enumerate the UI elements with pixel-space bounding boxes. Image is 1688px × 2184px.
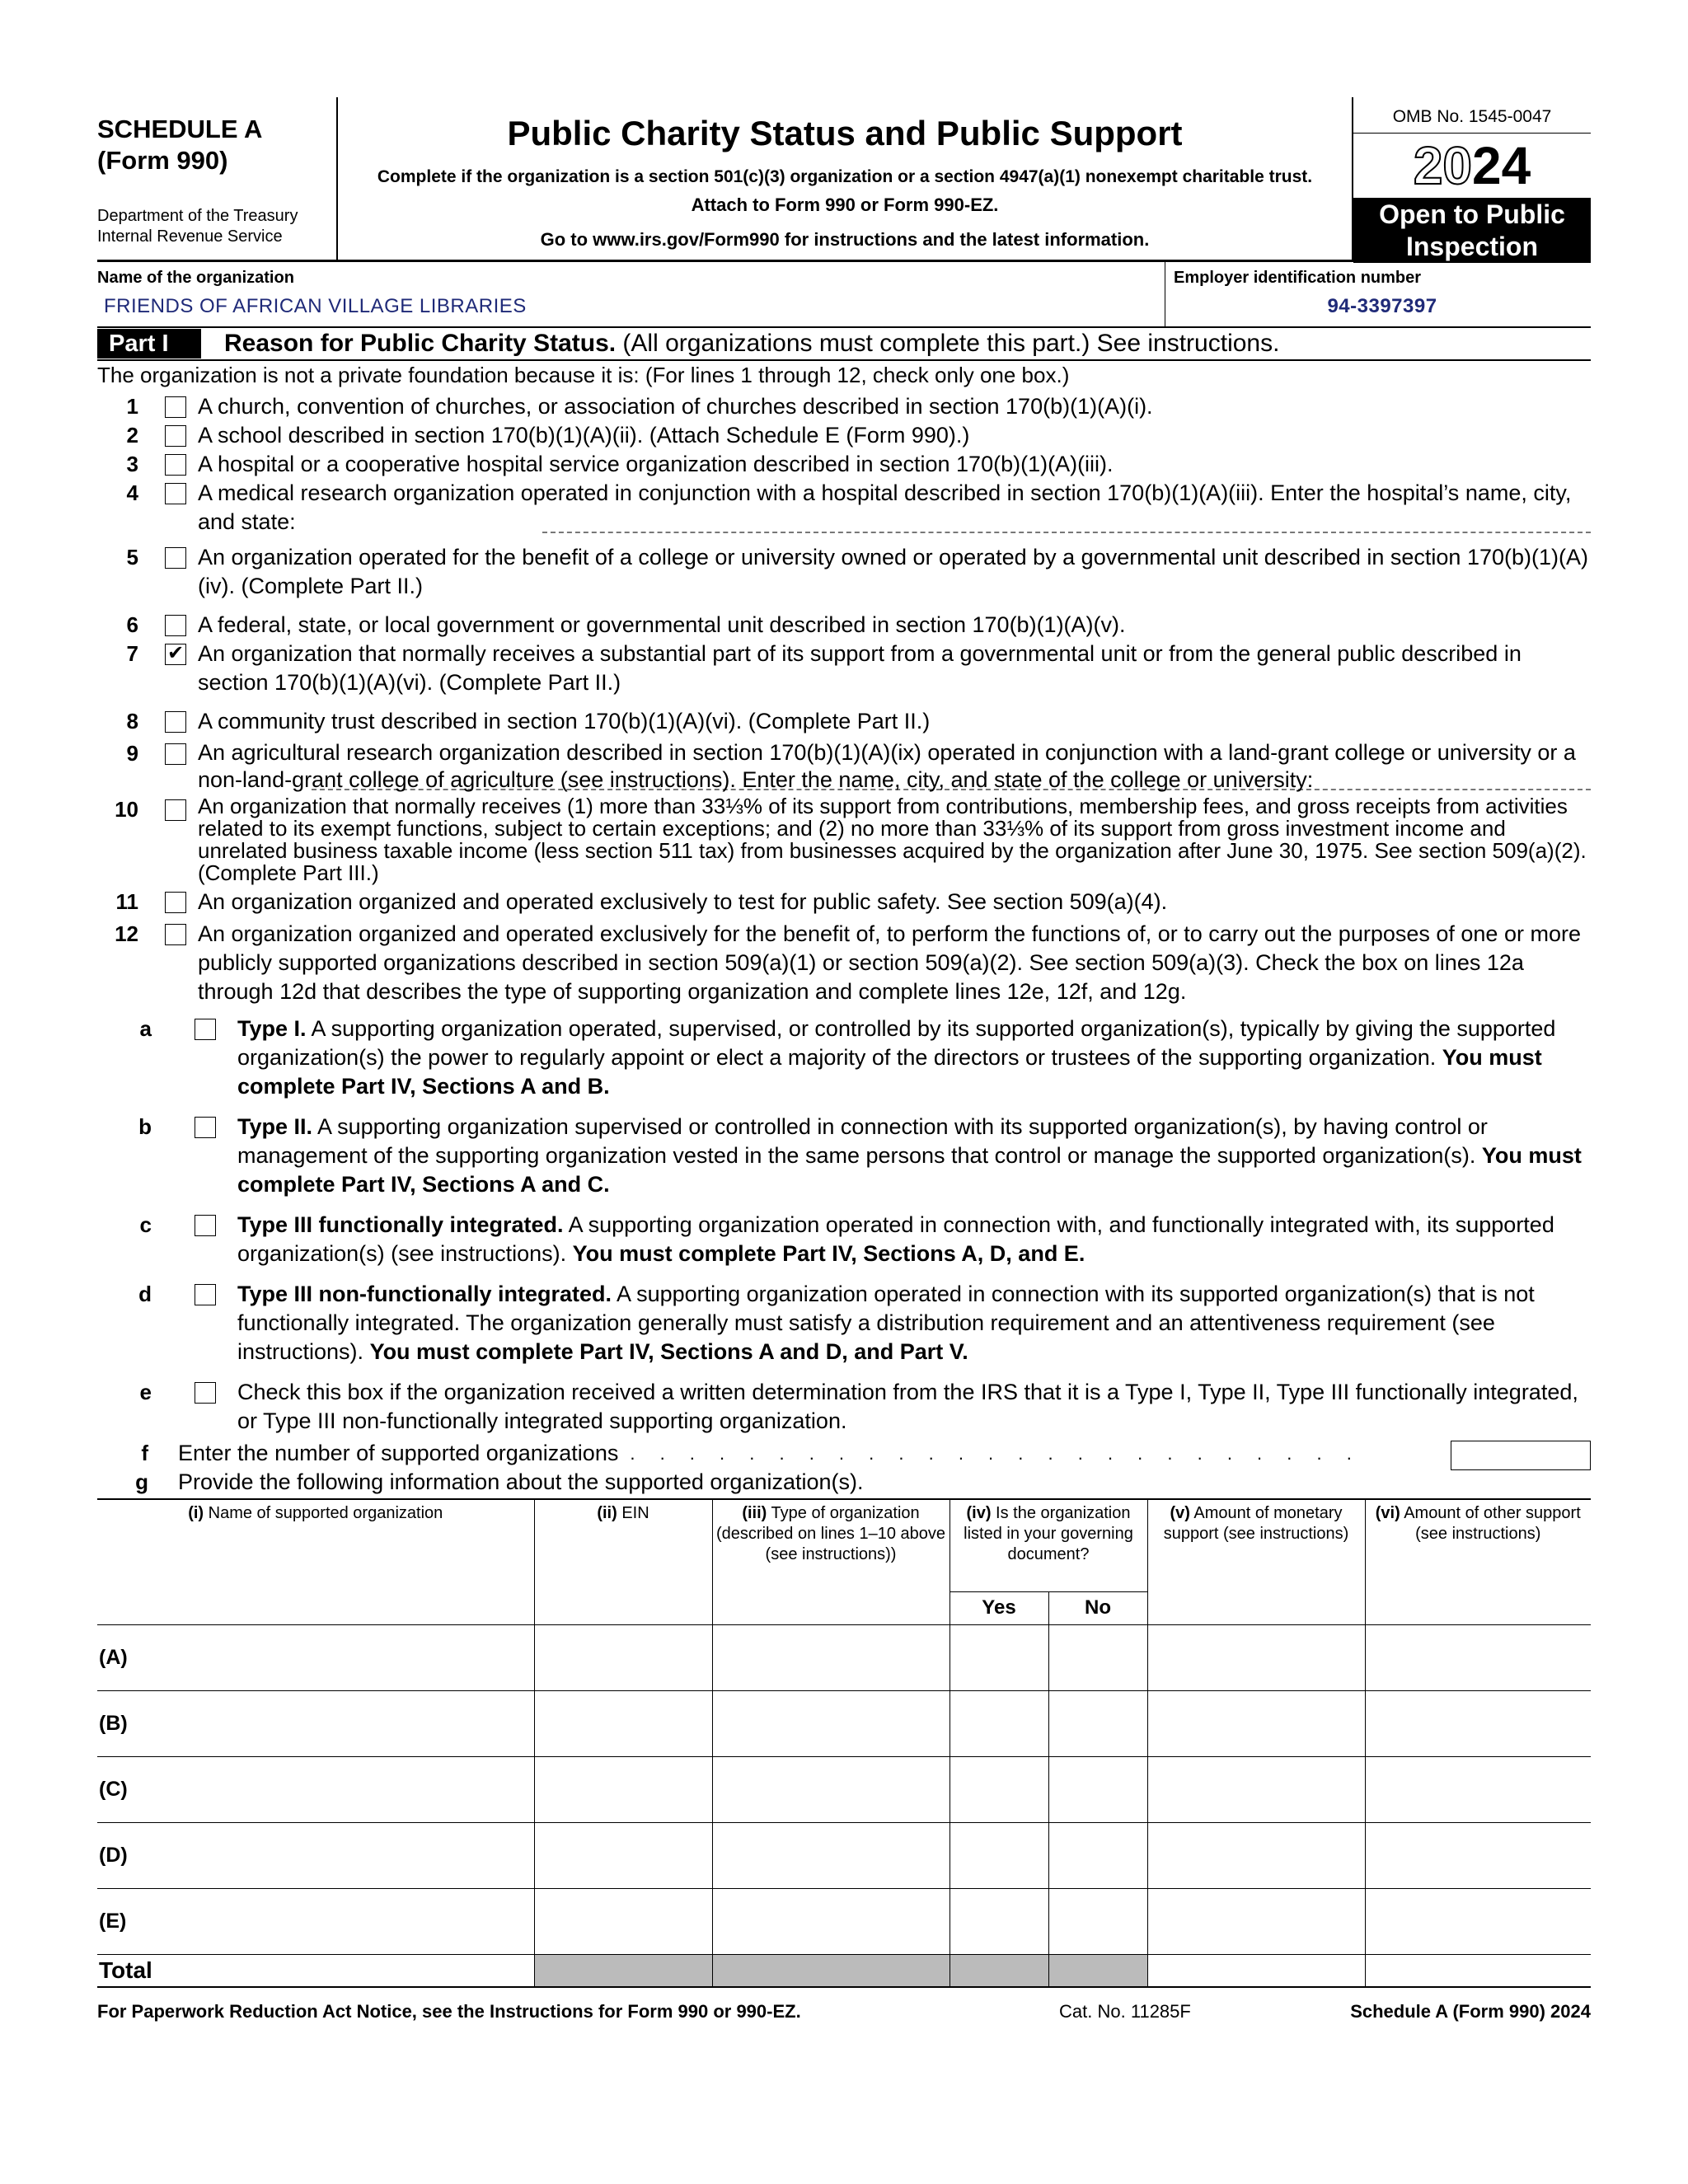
- col-other-num: (vi): [1375, 1504, 1400, 1522]
- supported-organizations-table: [97, 1498, 1591, 1988]
- table-cell[interactable]: [712, 1822, 950, 1888]
- department-line2: Internal Revenue Service: [97, 227, 283, 246]
- line-8: [97, 707, 1591, 736]
- col-yes-header: Yes: [950, 1591, 1048, 1624]
- form-title-block: [338, 97, 1352, 260]
- total-monetary-cell[interactable]: [1147, 1954, 1365, 1987]
- table-cell[interactable]: [950, 1624, 1048, 1690]
- table-cell[interactable]: [1147, 1624, 1365, 1690]
- omb-number: OMB No. 1545-0047: [1353, 97, 1591, 134]
- table-cell[interactable]: [1365, 1888, 1591, 1954]
- table-cell[interactable]: [950, 1888, 1048, 1954]
- line-8-checkbox[interactable]: [165, 711, 186, 733]
- line-12f-leader: . . . . . . . . . . . . . . . . . . . . . . . . .: [630, 1443, 1362, 1464]
- row-label[interactable]: (D): [97, 1822, 534, 1888]
- line-2-text: A school described in section 170(b)(1)(A)(ii). (Attach Schedule E (Form 990).): [198, 423, 970, 448]
- row-label[interactable]: (B): [97, 1690, 534, 1756]
- line-4-text: A medical research organization operated in conjunction with a hospital described in section 170(b)(1)(A)(iii). Enter the hospital’s name, city, and state:: [198, 480, 1572, 534]
- line-12d-text: [97, 1280, 1591, 1366]
- line-12e-text: Check this box if the organization received a written determination from the IRS that it is a Type I, Type II, Type III functionally integrated, or Type III non-functionally integrated supporting organization.: [237, 1380, 1578, 1433]
- col-listed-text: Is the organization listed in your governing document?: [964, 1504, 1133, 1563]
- table-row: [97, 1624, 1591, 1690]
- part-1-heading: [97, 328, 1591, 361]
- line-1: [97, 392, 1591, 421]
- line-letter: b: [138, 1114, 152, 1139]
- line-12f-text: Enter the number of supported organizations: [178, 1441, 619, 1465]
- part-1-title-bold: Reason for Public Charity Status.: [224, 330, 617, 357]
- part-1-title-rest: (All organizations must complete this part.) See instructions.: [616, 330, 1280, 357]
- table-cell[interactable]: [1365, 1822, 1591, 1888]
- line-3: [97, 450, 1591, 479]
- table-cell[interactable]: [950, 1690, 1048, 1756]
- line-11-checkbox[interactable]: [165, 892, 186, 913]
- line-12b-instruction: You must complete Part IV, Sections A and C.: [237, 1143, 1582, 1197]
- table-cell[interactable]: [1147, 1888, 1365, 1954]
- catalog-number: Cat. No. 11285F: [1059, 2001, 1191, 2022]
- line-12c-text: [97, 1211, 1591, 1268]
- col-name-header: [97, 1499, 534, 1624]
- table-cell[interactable]: [712, 1756, 950, 1822]
- line-number: 1: [126, 394, 138, 419]
- row-label[interactable]: (C): [97, 1756, 534, 1822]
- line-12c-checkbox[interactable]: [195, 1215, 216, 1236]
- line-6: [97, 611, 1591, 640]
- col-type-num: (iii): [742, 1504, 767, 1522]
- shaded-cell: [950, 1954, 1048, 1987]
- table-cell[interactable]: [950, 1756, 1048, 1822]
- table-cell[interactable]: [534, 1888, 712, 1954]
- tax-year-bold: 24: [1472, 136, 1531, 195]
- line-12c-bold: Type III functionally integrated.: [237, 1212, 564, 1237]
- table-row: [97, 1888, 1591, 1954]
- table-row: [97, 1822, 1591, 1888]
- organization-name-value[interactable]: FRIENDS OF AFRICAN VILLAGE LIBRARIES: [104, 295, 527, 317]
- line-number: 4: [126, 480, 138, 505]
- line-12b: [97, 1113, 1591, 1199]
- shaded-cell: [534, 1954, 712, 1987]
- line-12g: [97, 1468, 1591, 1497]
- line-12c-instruction: You must complete Part IV, Sections A, D, and E.: [572, 1241, 1085, 1266]
- col-listed-header: [950, 1499, 1147, 1591]
- table-cell[interactable]: [534, 1822, 712, 1888]
- form-header: [97, 97, 1591, 262]
- total-other-cell[interactable]: [1365, 1954, 1591, 1987]
- table-cell[interactable]: [712, 1888, 950, 1954]
- line-7: [97, 640, 1591, 697]
- form-title: Public Charity Status and Public Support: [507, 114, 1183, 152]
- line-4-entry[interactable]: [542, 532, 1591, 533]
- table-cell[interactable]: [712, 1624, 950, 1690]
- tax-year: [1353, 134, 1591, 198]
- ein-label: Employer identification number: [1174, 269, 1422, 287]
- ein-cell: [1165, 262, 1591, 326]
- table-cell[interactable]: [1365, 1756, 1591, 1822]
- line-12a-body: A supporting organization operated, supervised, or controlled by its supported organization(s), typically by giving the supported organization(s) the power to regularly appoint or elect a majority of the directors or trustees of the supporting organization.: [237, 1016, 1556, 1070]
- line-7-checkbox[interactable]: ✔: [165, 644, 186, 665]
- table-cell[interactable]: [1365, 1624, 1591, 1690]
- line-4-checkbox[interactable]: [165, 483, 186, 504]
- line-number: 10: [115, 797, 138, 822]
- col-ein-header: [534, 1499, 712, 1624]
- part-1-title: [201, 329, 1279, 359]
- open-line1: Open to Public: [1379, 199, 1565, 229]
- table-cell[interactable]: [1365, 1690, 1591, 1756]
- table-cell[interactable]: [534, 1756, 712, 1822]
- line-12b-bold: Type II.: [237, 1114, 313, 1139]
- line-number: 5: [126, 545, 138, 569]
- line-4: [97, 479, 1591, 533]
- line-number: 11: [115, 889, 138, 914]
- total-label: Total: [97, 1954, 534, 1987]
- line-number: 8: [126, 709, 138, 733]
- line-12a-bold: Type I.: [237, 1016, 307, 1041]
- line-12c-body: A supporting organization operated in connection with, and functionally integrated with, its supported organization(s) (see instructions).: [237, 1212, 1554, 1266]
- total-row: [97, 1954, 1591, 1987]
- line-12b-checkbox[interactable]: [195, 1117, 216, 1138]
- line-letter: c: [139, 1212, 152, 1237]
- line-12d-instruction: You must complete Part IV, Sections A and D, and Part V.: [369, 1339, 968, 1364]
- line-12a: [97, 1015, 1591, 1101]
- table-cell[interactable]: [1147, 1756, 1365, 1822]
- col-name-text: Name of supported organization: [204, 1504, 443, 1522]
- organization-row: [97, 262, 1591, 328]
- organization-name-label: Name of the organization: [97, 269, 294, 287]
- line-letter: f: [141, 1441, 148, 1465]
- line-9-text: An agricultural research organization described in section 170(b)(1)(A)(ix) operated in conjunction with a land-grant college or university or a non-land-grant college of agriculture (see instructions). Enter the name, city, and state of the college or university:: [198, 740, 1576, 792]
- line-1-text: A church, convention of churches, or association of churches described in section 170(b)(1)(A)(i).: [198, 394, 1153, 419]
- line-letter: a: [139, 1016, 152, 1041]
- line-12f: [97, 1439, 1591, 1468]
- table-cell[interactable]: [1048, 1690, 1147, 1756]
- line-12d-checkbox[interactable]: [195, 1284, 216, 1305]
- line-12: [97, 920, 1591, 1006]
- col-name-num: (i): [188, 1504, 204, 1522]
- table-cell[interactable]: [1147, 1690, 1365, 1756]
- form-footer: [97, 2001, 1591, 2022]
- col-monetary-text: Amount of monetary support (see instructions): [1163, 1504, 1349, 1543]
- col-listed-num: (iv): [966, 1504, 992, 1522]
- line-3-checkbox[interactable]: [165, 454, 186, 476]
- line-12-checkbox[interactable]: [165, 924, 186, 945]
- line-12a-checkbox[interactable]: [195, 1019, 216, 1040]
- table-cell[interactable]: [1048, 1624, 1147, 1690]
- table-cell[interactable]: [534, 1690, 712, 1756]
- open-line2: Inspection: [1405, 232, 1538, 261]
- line-2: [97, 421, 1591, 450]
- col-ein-text: EIN: [617, 1504, 649, 1522]
- row-label[interactable]: (A): [97, 1624, 534, 1690]
- line-number: 3: [126, 452, 138, 476]
- ein-value[interactable]: 94-3397397: [1327, 295, 1437, 317]
- col-other-header: [1365, 1499, 1591, 1624]
- organization-name-cell: [97, 262, 1165, 326]
- col-no-header: No: [1048, 1591, 1147, 1624]
- open-to-public-badge: [1353, 198, 1591, 263]
- table-cell[interactable]: [1147, 1822, 1365, 1888]
- col-type-text: Type of organization (described on lines 1–10 above (see instructions)): [716, 1504, 945, 1563]
- shaded-cell: [712, 1954, 950, 1987]
- line-8-text: A community trust described in section 170(b)(1)(A)(vi). (Complete Part II.): [198, 709, 931, 733]
- line-2-checkbox[interactable]: [165, 425, 186, 447]
- line-12b-body: A supporting organization supervised or controlled in connection with its supported organization(s), by having control or management of the supporting organization vested in the same persons that control or manage the supported organization(s).: [237, 1114, 1488, 1168]
- line-5-checkbox[interactable]: [165, 547, 186, 569]
- table-cell[interactable]: [712, 1690, 950, 1756]
- line-number: 9: [126, 741, 138, 766]
- line-5: [97, 543, 1591, 601]
- line-number: 7: [126, 641, 138, 666]
- col-other-text: Amount of other support (see instructions): [1400, 1504, 1581, 1543]
- tax-year-outline: 20: [1413, 136, 1472, 195]
- line-6-text: A federal, state, or local government or governmental unit described in section 170(b)(1)(A)(v).: [198, 612, 1126, 637]
- line-12e: [97, 1378, 1591, 1436]
- footer-form-id: Schedule A (Form 990) 2024: [1350, 2001, 1591, 2022]
- row-label[interactable]: (E): [97, 1888, 534, 1954]
- col-ein-num: (ii): [597, 1504, 617, 1522]
- form-subtitle-2: Attach to Form 990 or Form 990-EZ.: [691, 194, 999, 215]
- table-cell[interactable]: [1048, 1756, 1147, 1822]
- shaded-cell: [1048, 1954, 1147, 1987]
- part-1-label: Part I: [97, 329, 201, 359]
- line-letter: e: [139, 1380, 152, 1404]
- table-cell[interactable]: [950, 1822, 1048, 1888]
- department: [97, 206, 336, 247]
- table-row: [97, 1690, 1591, 1756]
- line-1-checkbox[interactable]: [165, 396, 186, 418]
- part-1-intro: The organization is not a private foundation because it is: (For lines 1 through 12, check only one box.): [97, 363, 1070, 387]
- line-12-text: An organization organized and operated exclusively for the benefit of, to perform the functions of, or to carry out the purposes of one or more publicly supported organizations described in section 509(a)(1) or section 509(a)(2). See section 509(a)(3). Check the box on lines 12a through 12d that describes the type of supporting organization and complete lines 12e, 12f, and 12g.: [198, 921, 1581, 1004]
- col-monetary-num: (v): [1170, 1504, 1190, 1522]
- form-subtitle-3: Go to www.irs.gov/Form990 for instructions and the latest information.: [540, 229, 1150, 250]
- schedule-a-form: [97, 97, 1591, 2022]
- line-9-checkbox[interactable]: [165, 743, 186, 765]
- line-number: 2: [126, 423, 138, 448]
- form-subtitle-1: Complete if the organization is a section 501(c)(3) organization or a section 4947(a)(1) nonexempt charitable trust.: [377, 167, 1313, 186]
- line-10-text: An organization that normally receives (1) more than 33⅓% of its support from contributions, membership fees, and gross receipts from activities related to its exempt functions, subject to certain exceptions; and (2) no more than 33⅓% of its support from gross investment income and unrelated business taxable income (less section 511 tax) from businesses acquired by the organization after June 30, 1975. See section 509(a)(2). (Complete Part III.): [198, 794, 1587, 885]
- line-11: [97, 888, 1591, 916]
- table-row: [97, 1756, 1591, 1822]
- form-number: (Form 990): [97, 146, 228, 175]
- department-line1: Department of the Treasury: [97, 207, 298, 225]
- line-6-checkbox[interactable]: [165, 615, 186, 636]
- col-type-header: [712, 1499, 950, 1624]
- line-12a-instruction: You must complete Part IV, Sections A and B.: [237, 1045, 1542, 1099]
- line-12b-text: [97, 1113, 1591, 1199]
- line-5-text: An organization operated for the benefit of a college or university owned or operated by a governmental unit described in section 170(b)(1)(A)(iv). (Complete Part II.): [198, 545, 1588, 598]
- line-number: 12: [115, 921, 138, 946]
- col-monetary-header: [1147, 1499, 1365, 1624]
- line-12d-bold: Type III non-functionally integrated.: [237, 1282, 612, 1306]
- line-10: [97, 795, 1591, 884]
- line-10-checkbox[interactable]: [165, 799, 186, 821]
- line-12d-body: A supporting organization operated in connection with its supported organization(s) that is not functionally integrated. The organization generally must satisfy a distribution requirement and an attentiveness requirement (see instructions).: [237, 1282, 1535, 1364]
- table-cell[interactable]: [1048, 1822, 1147, 1888]
- line-letter: g: [135, 1469, 148, 1494]
- paperwork-notice: For Paperwork Reduction Act Notice, see the Instructions for Form 990 or 990-EZ.: [97, 2001, 801, 2022]
- schedule-name: SCHEDULE A: [97, 115, 263, 143]
- line-11-text: An organization organized and operated exclusively to test for public safety. See section 509(a)(4).: [198, 889, 1168, 914]
- line-12f-row: [97, 1439, 1591, 1468]
- line-12e-checkbox[interactable]: [195, 1382, 216, 1404]
- line-3-text: A hospital or a cooperative hospital service organization described in section 170(b)(1)(A)(iii).: [198, 452, 1114, 476]
- line-9: [97, 739, 1591, 790]
- supported-org-count-input[interactable]: [1451, 1441, 1591, 1470]
- form-id-block: [97, 97, 338, 260]
- line-12a-text: [97, 1015, 1591, 1101]
- line-number: 6: [126, 612, 138, 637]
- line-12g-text: Provide the following information about the supported organization(s).: [178, 1469, 864, 1494]
- omb-block: [1352, 97, 1591, 260]
- line-letter: d: [138, 1282, 152, 1306]
- table-cell[interactable]: [534, 1624, 712, 1690]
- line-12c: [97, 1211, 1591, 1268]
- line-12d: [97, 1280, 1591, 1366]
- line-7-text: An organization that normally receives a substantial part of its support from a governmental unit or from the general public described in section 170(b)(1)(A)(vi). (Complete Part II.): [198, 641, 1522, 695]
- table-cell[interactable]: [1048, 1888, 1147, 1954]
